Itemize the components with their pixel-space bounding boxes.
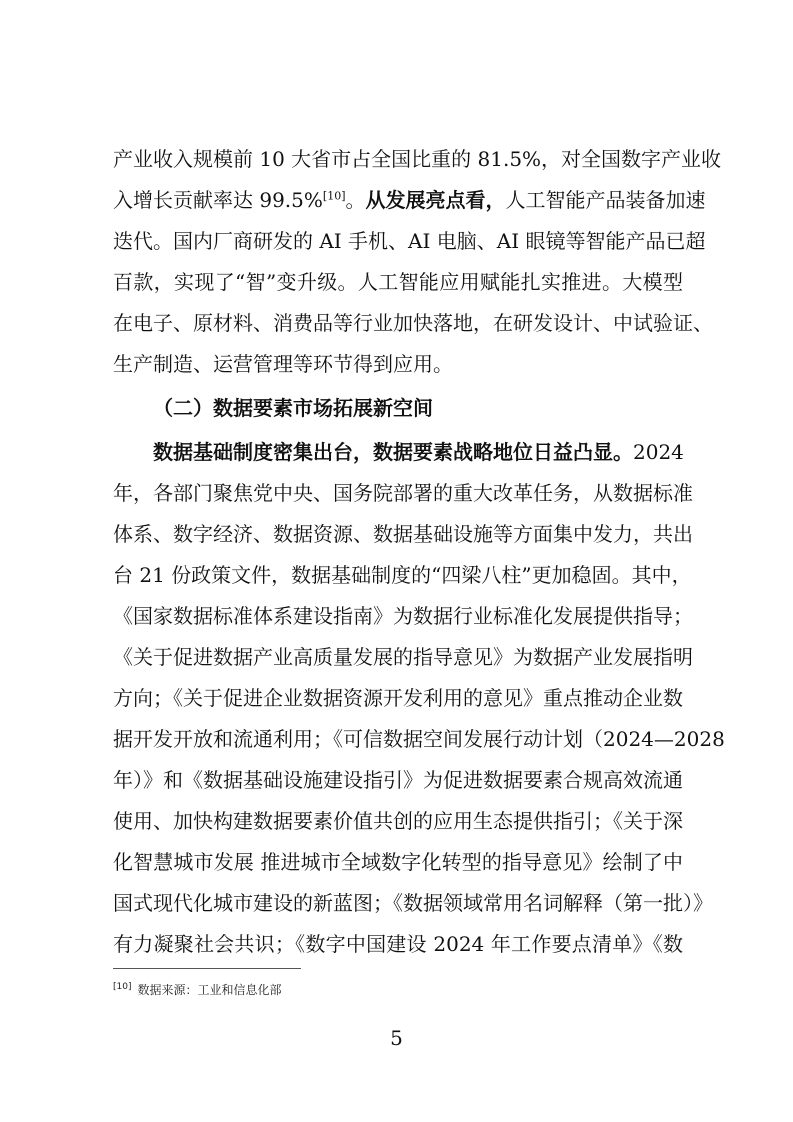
paragraph-1-line-6: 生产制造、运营管理等环节得到应用。 [113, 352, 453, 376]
paragraph-1-line-1: 产业收入规模前 10 大省市占全国比重的 81.5%，对全国数字产业收 [113, 147, 722, 171]
paragraph-2-line-5: 《国家数据标准体系建设指南》为数据行业标准化发展提供指导； [113, 604, 693, 628]
footnote-text: 数据来源：工业和信息化部 [137, 983, 282, 997]
text-run: 人工智能产品装备加速 [505, 188, 706, 212]
paragraph-2-line-9: 年）》和《数据基础设施建设指引》为促进数据要素合规高效流通 [113, 768, 683, 792]
paragraph-2-line-11: 化智慧城市发展 推进城市全域数字化转型的指导意见》绘制了中 [113, 850, 683, 874]
bold-lead-sentence: 数据基础制度密集出台，数据要素战略地位日益凸显。 [153, 440, 633, 464]
paragraph-1-line-4: 百款，实现了“智”变升级。人工智能应用赋能扎实推进。大模型 [113, 270, 683, 294]
section-heading: （二）数据要素市场拓展新空间 [153, 396, 433, 420]
paragraph-2-line-1 [153, 438, 683, 466]
paragraph-2-line-8: 据开发开放和流通利用；《可信数据空间发展行动计划（2024—2028 [113, 727, 725, 751]
footnote [113, 982, 282, 998]
paragraph-2-line-12: 国式现代化城市建设的新蓝图；《数据领域常用名词解释（第一批）》 [113, 891, 713, 915]
paragraph-1-line-3: 迭代。国内厂商研发的 AI 手机、AI 电脑、AI 眼镜等智能产品已超 [113, 229, 706, 253]
paragraph-2-line-7: 方向；《关于促进企业数据资源开发利用的意见》重点推动企业数 [113, 686, 683, 710]
text-run: 。 [345, 188, 366, 212]
paragraph-2-line-4: 台 21 份政策文件，数据基础制度的“四梁八柱”更加稳固。其中， [113, 563, 692, 587]
paragraph-2-line-6: 《关于促进数据产业高质量发展的指导意见》为数据产业发展指明 [113, 645, 693, 669]
bold-lead-phrase: 从发展亮点看， [365, 188, 506, 212]
paragraph-2-line-2: 年，各部门聚焦党中央、国务院部署的重大改革任务，从数据标准 [113, 481, 693, 505]
text-run: 2024 [633, 440, 684, 464]
paragraph-1-line-2 [113, 186, 706, 214]
paragraph-1-line-5: 在电子、原材料、消费品等行业加快落地，在研发设计、中试验证、 [113, 311, 713, 335]
text-run: 入增长贡献率达 99.5% [113, 188, 323, 212]
paragraph-2-line-3: 体系、数字经济、数据资源、数据基础设施等方面集中发力，共出 [113, 522, 693, 546]
paragraph-2-line-13: 有力凝聚社会共识；《数字中国建设 2024 年工作要点清单》《数 [113, 932, 683, 956]
page-number: 5 [390, 1026, 403, 1050]
footnote-mark: [10] [113, 982, 132, 992]
footnote-reference: [10] [322, 189, 346, 203]
footnote-divider [113, 968, 301, 969]
paragraph-2-line-10: 使用、加快构建数据要素价值共创的应用生态提供指引；《关于深 [113, 809, 683, 833]
